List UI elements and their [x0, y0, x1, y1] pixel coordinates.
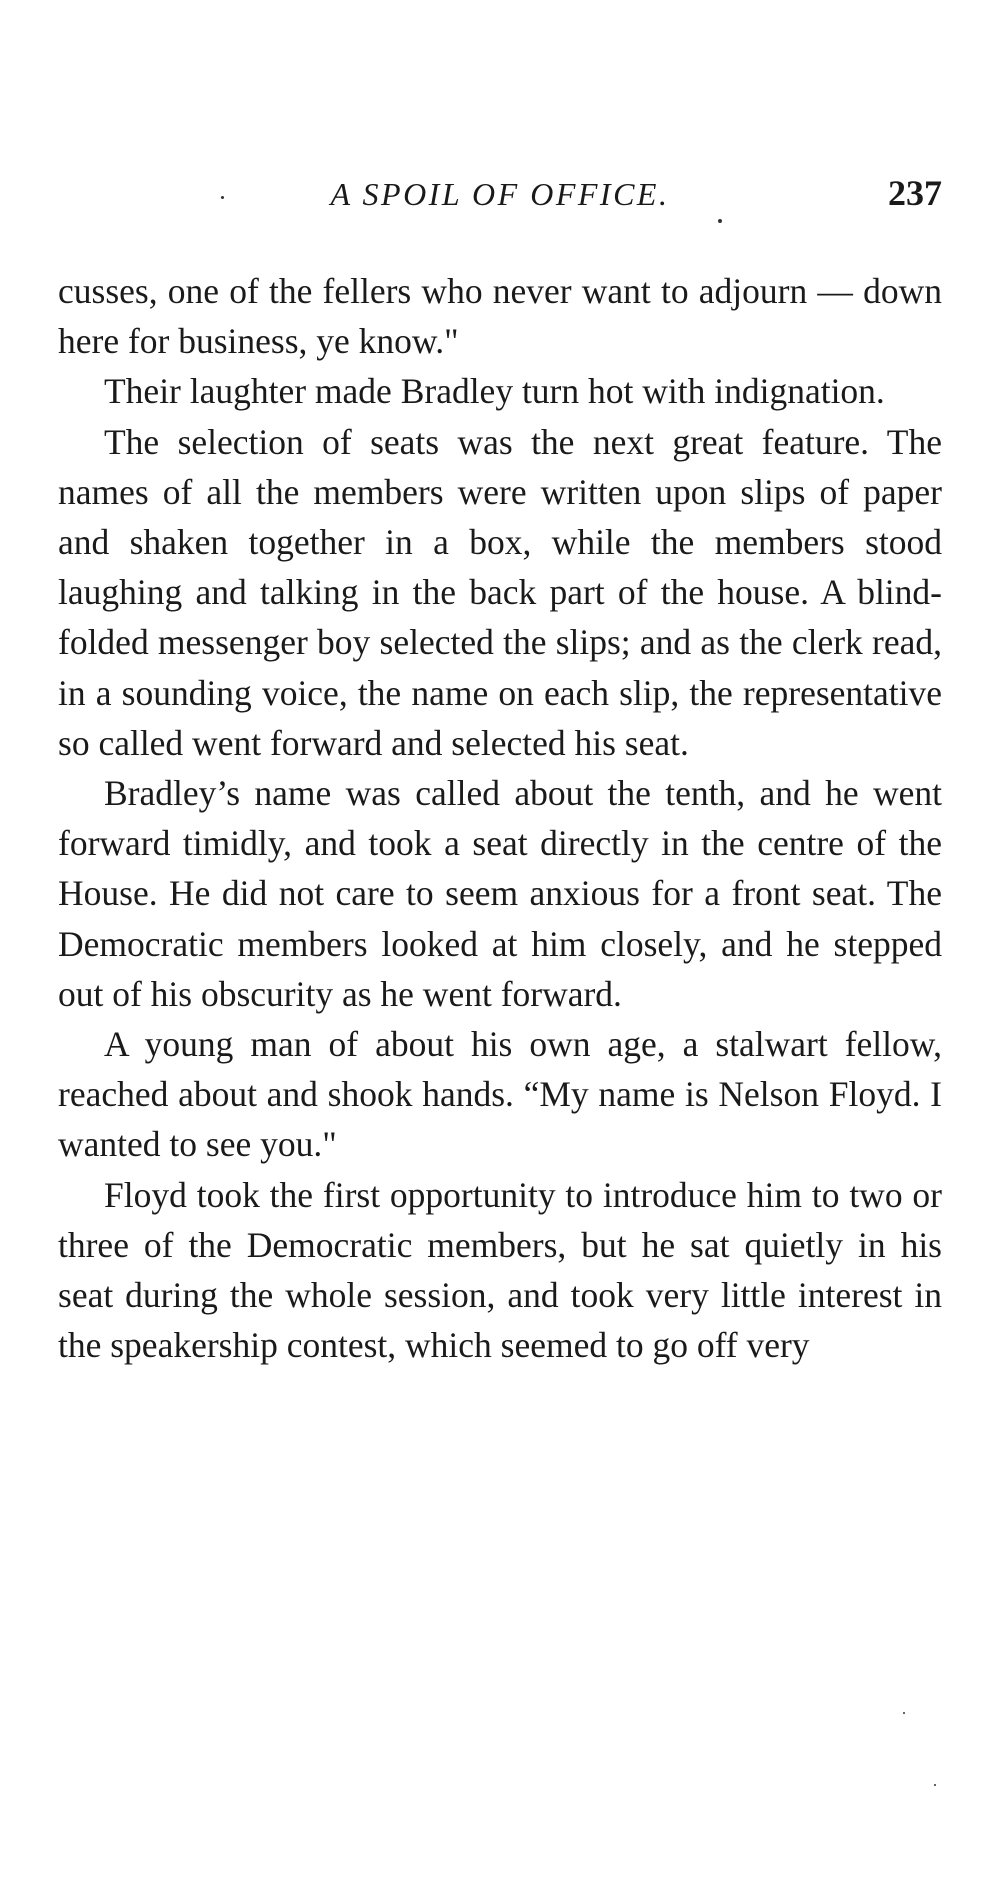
print-speck [903, 1712, 905, 1714]
print-speck [221, 196, 224, 199]
print-speck [718, 219, 722, 223]
running-title: A SPOIL OF OFFICE. [330, 176, 670, 212]
running-head [58, 172, 942, 222]
paragraph: Floyd took the first opportunity to introduce him to two or three of the Democratic members, but he sat quietly in his seat during the whole session, and took very little interest in the speakership contest, which seemed to go off very [58, 1174, 942, 1366]
page-number: 237 [888, 173, 942, 213]
body-text [58, 266, 942, 1370]
print-speck [934, 1784, 936, 1786]
paragraph: Bradley’s name was called about the tenth, and he went forward timidly, and took a seat directly in the centre of the House. He did not care to seem anxious for a front seat. The Democratic members looked at him closely, and he stepped out of his obscurity as he went forward. [58, 773, 942, 1014]
paragraph: A young man of about his own age, a stalwart fellow, reached about and shook hands. “My name is Nelson Floyd. I wanted to see you." [58, 1024, 942, 1165]
paragraph: cusses, one of the fellers who never want to adjourn — down here for business, ye know." [58, 271, 942, 362]
paragraph: The selection of seats was the next great feature. The names of all the members were written upon slips of paper and shaken together in a box, while the members stood laughing and talking in the back part of the house. A blind-folded messenger boy selected the slips; and as the clerk read, in a sounding voice, the name on each slip, the representative so called went forward and selected his seat. [58, 421, 942, 763]
paragraph: Their laughter made Bradley turn hot with indignation. [104, 371, 885, 412]
